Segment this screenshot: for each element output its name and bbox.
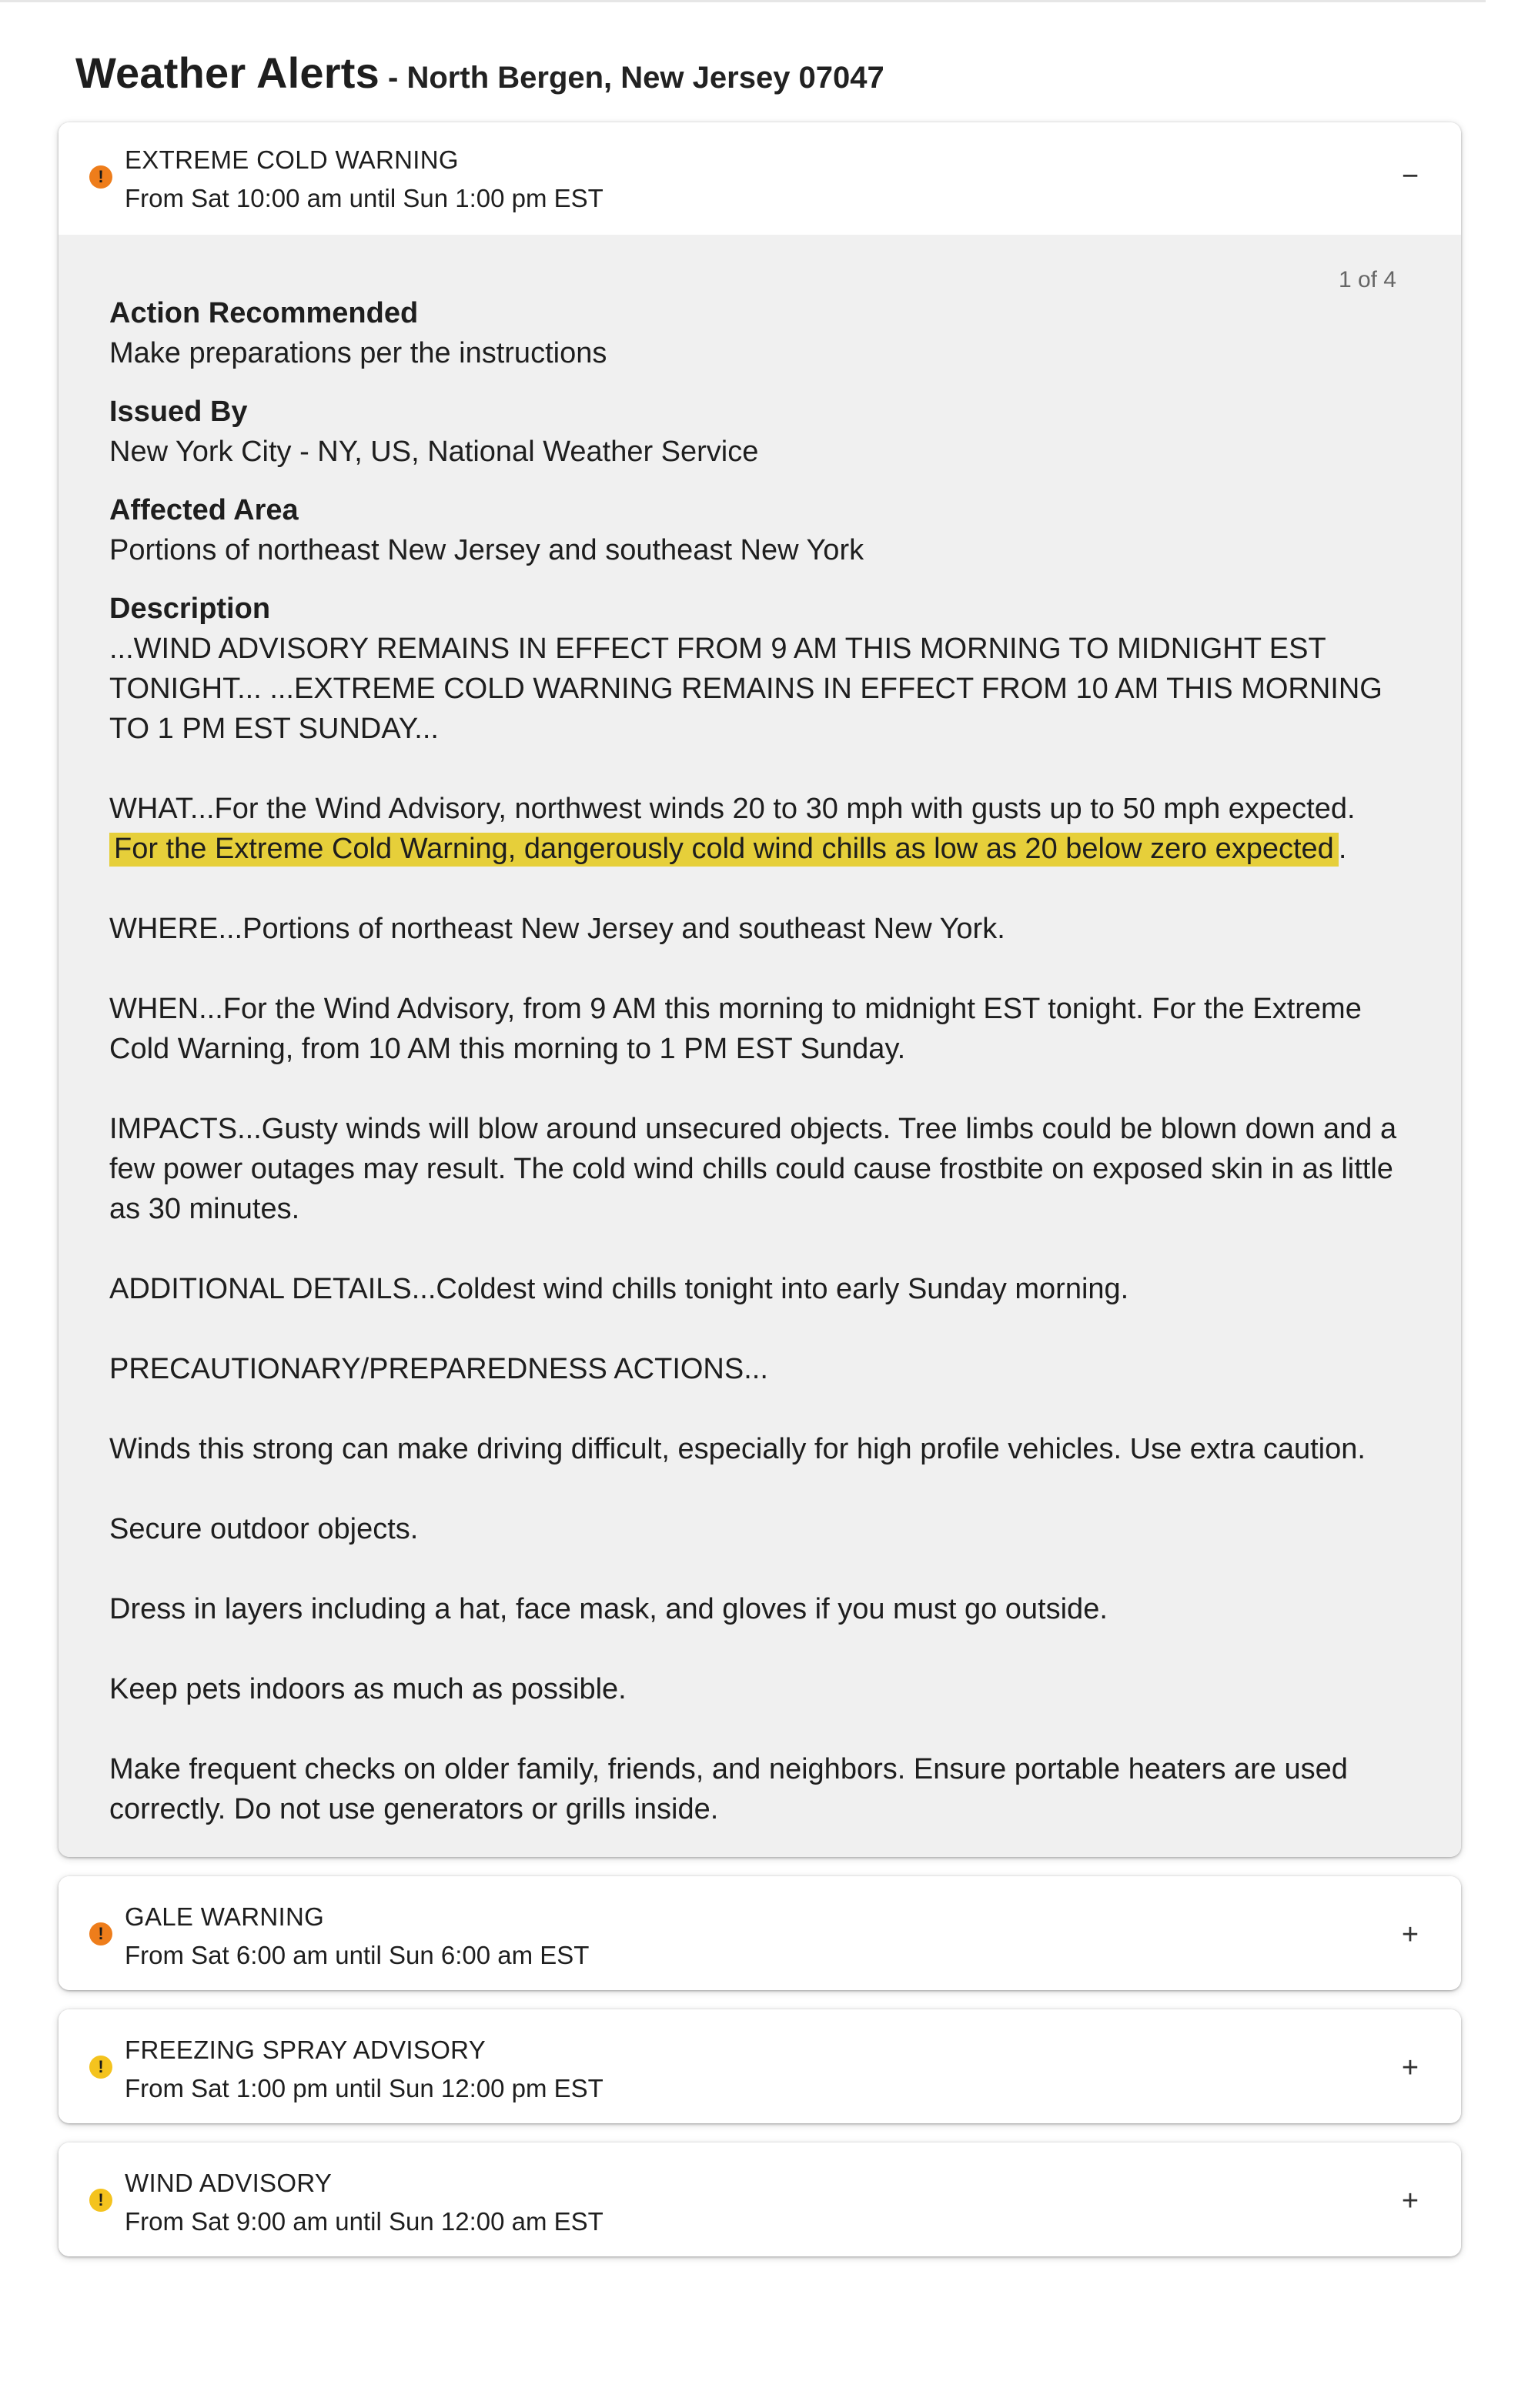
action-recommended-value: Make preparations per the instructions [109, 337, 607, 369]
expand-icon[interactable]: + [1401, 2185, 1419, 2217]
alert-details [59, 235, 1461, 1857]
page-heading [75, 48, 1461, 98]
exclamation-circle-icon: ! [89, 1922, 112, 1945]
description-text [109, 629, 1407, 1829]
description-paragraph: Secure outdoor objects. [109, 1513, 419, 1545]
alert-title: GALE WARNING [125, 1902, 325, 1931]
alert-title: FREEZING SPRAY ADVISORY [125, 2036, 486, 2064]
description-paragraph: WHERE...Portions of northeast New Jersey and southeast New York. [109, 913, 1005, 945]
issued-by-value: New York City - NY, US, National Weather Service [109, 436, 759, 468]
description-text-segment: . [1338, 833, 1347, 865]
description-paragraph: ADDITIONAL DETAILS...Coldest wind chills tonight into early Sunday morning. [109, 1273, 1129, 1305]
alert-title: WIND ADVISORY [125, 2169, 333, 2197]
alert-header[interactable] [59, 2009, 1461, 2123]
alert-header[interactable] [59, 122, 1461, 235]
affected-area-label: Affected Area [109, 494, 299, 526]
expand-icon[interactable]: + [1401, 2052, 1419, 2084]
description-label: Description [109, 593, 271, 625]
collapse-icon[interactable]: − [1401, 160, 1419, 192]
exclamation-circle-icon: ! [89, 2189, 112, 2212]
highlighted-text: For the Extreme Cold Warning, dangerously cold wind chills as low as 20 below zero expected [109, 833, 1339, 867]
affected-area-value: Portions of northeast New Jersey and southeast New York [109, 534, 864, 566]
location-label: - North Bergen, New Jersey 07047 [379, 61, 884, 95]
description-paragraph: IMPACTS...Gusty winds will blow around unsecured objects. Tree limbs could be blown down and a few power outages may result. The cold wind chills could cause frostbite on exposed skin in as little as 30 minutes. [109, 1113, 1397, 1225]
alert-header[interactable] [59, 2142, 1461, 2256]
description-paragraph: Dress in layers including a hat, face mask, and gloves if you must go outside. [109, 1593, 1108, 1625]
weather-alerts-page [59, 48, 1461, 2276]
alert-title: EXTREME COLD WARNING [125, 145, 459, 174]
issued-by-label: Issued By [109, 396, 248, 428]
exclamation-circle-icon: ! [89, 165, 112, 189]
alert-time: From Sat 10:00 am until Sun 1:00 pm EST [125, 184, 603, 212]
top-divider [0, 0, 1486, 2]
page-title: Weather Alerts [75, 48, 379, 97]
expand-icon[interactable]: + [1401, 1919, 1419, 1951]
alert-time: From Sat 9:00 am until Sun 12:00 am EST [125, 2207, 603, 2236]
action-recommended-label: Action Recommended [109, 297, 419, 329]
alert-header[interactable] [59, 1876, 1461, 1990]
description-paragraph: Keep pets indoors as much as possible. [109, 1673, 627, 1705]
alert-card-extreme-cold-warning [59, 122, 1461, 1857]
alert-card-wind-advisory [59, 2142, 1461, 2256]
alert-pager: 1 of 4 [1338, 267, 1396, 292]
description-paragraph: WHEN...For the Wind Advisory, from 9 AM this morning to midnight EST tonight. For the Extreme Cold Warning, from 10 AM this morning to 1 PM EST Sunday. [109, 993, 1362, 1065]
alert-time: From Sat 1:00 pm until Sun 12:00 pm EST [125, 2074, 603, 2102]
description-paragraph: ...WIND ADVISORY REMAINS IN EFFECT FROM 9 AM THIS MORNING TO MIDNIGHT EST TONIGHT... ...EXTREME COLD WARNING REMAINS IN EFFECT FROM 10 AM THIS MORNING TO 1 PM EST SUNDAY... [109, 633, 1383, 745]
description-paragraph [109, 789, 1407, 869]
alert-card-freezing-spray-advisory [59, 2009, 1461, 2123]
alert-time: From Sat 6:00 am until Sun 6:00 am EST [125, 1941, 590, 1969]
description-paragraph: PRECAUTIONARY/PREPAREDNESS ACTIONS... [109, 1353, 768, 1385]
description-text-segment: WHAT...For the Wind Advisory, northwest winds 20 to 30 mph with gusts up to 50 mph expected. [109, 793, 1356, 825]
description-paragraph: Winds this strong can make driving difficult, especially for high profile vehicles. Use extra caution. [109, 1433, 1366, 1465]
exclamation-circle-icon: ! [89, 2056, 112, 2079]
alert-card-gale-warning [59, 1876, 1461, 1990]
description-paragraph: Make frequent checks on older family, friends, and neighbors. Ensure portable heaters are used correctly. Do not use generators or grills inside. [109, 1753, 1348, 1825]
